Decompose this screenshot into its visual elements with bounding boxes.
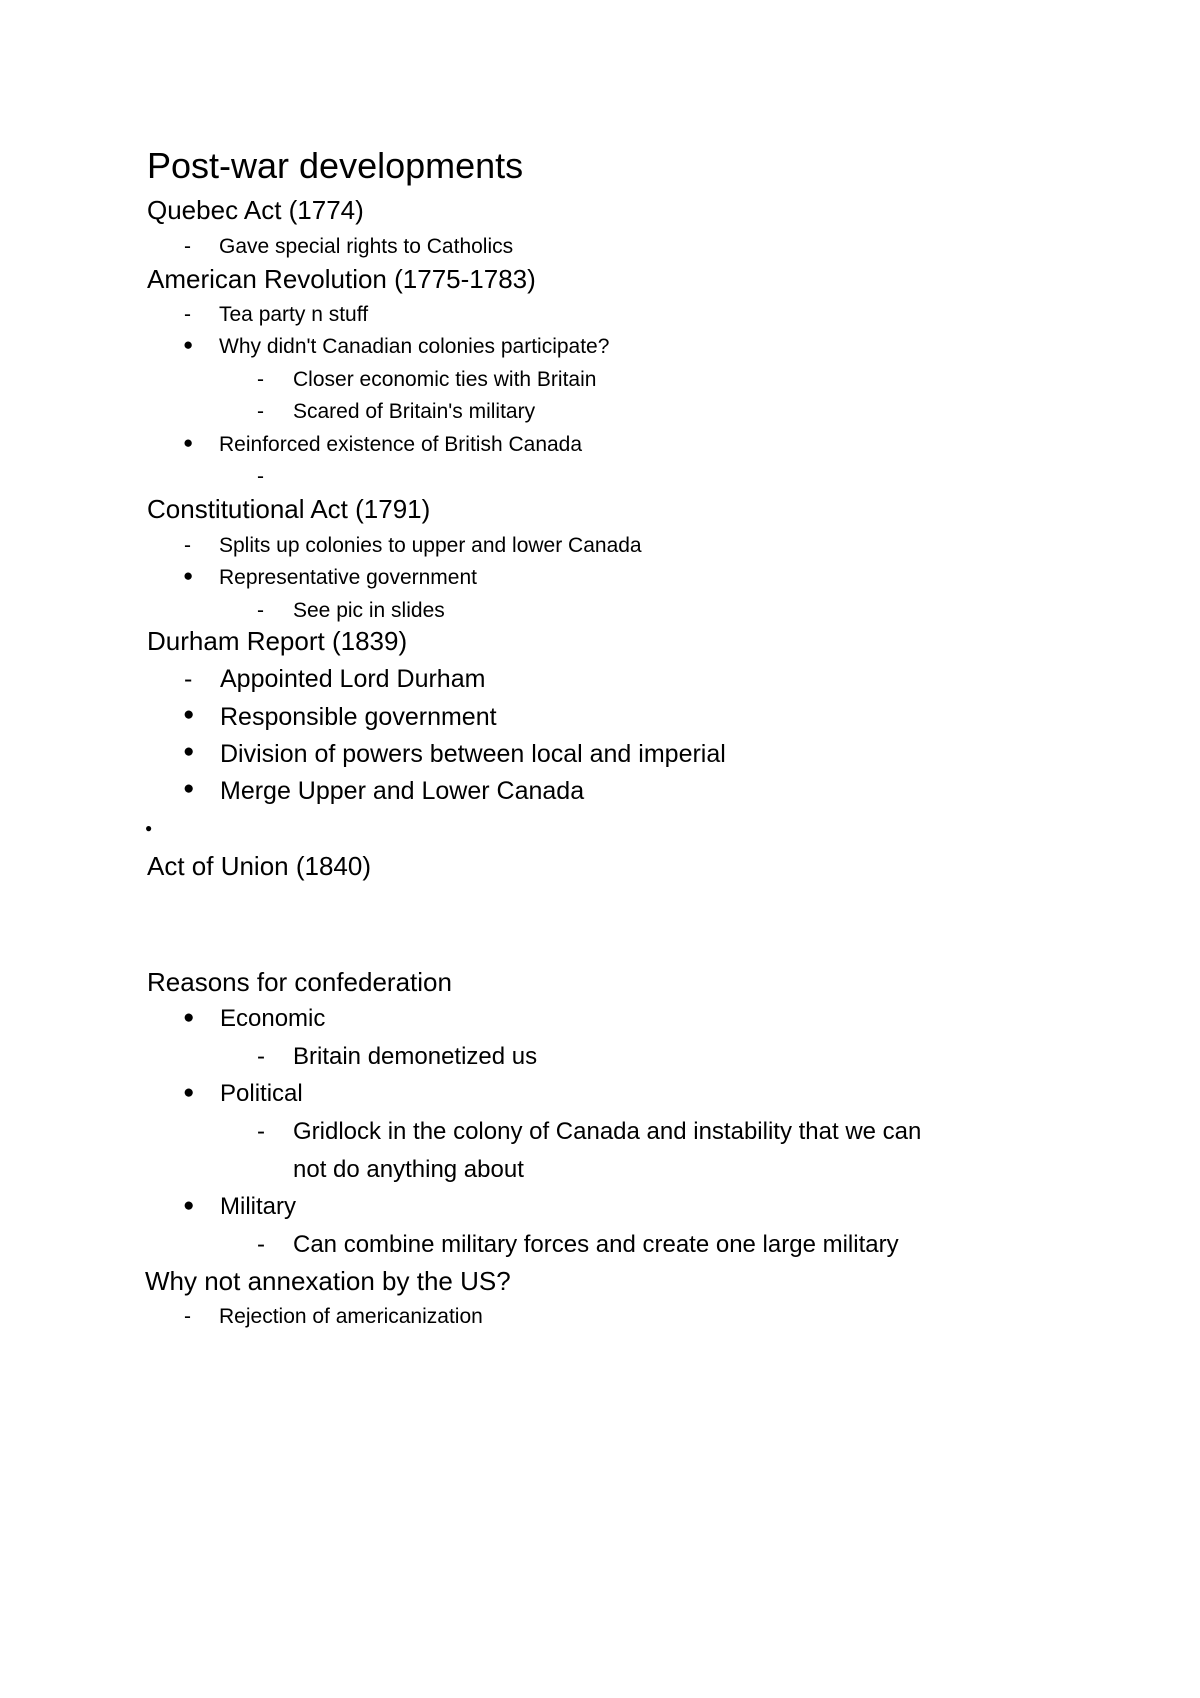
dash-marker: -	[184, 303, 191, 326]
section-heading: Why not annexation by the US?	[145, 1266, 511, 1296]
list-item: Appointed Lord Durham	[220, 665, 486, 693]
list-item: Scared of Britain's military	[293, 400, 536, 423]
list-item: Why didn't Canadian colonies participate?	[219, 335, 610, 358]
list-item: Splits up colonies to upper and lower Canada	[219, 534, 642, 557]
section-heading: American Revolution (1775-1783)	[147, 264, 536, 294]
list-item: Reinforced existence of British Canada	[219, 433, 583, 456]
bullet-marker: ●	[183, 741, 195, 762]
list-item-continuation: not do anything about	[293, 1156, 524, 1183]
section-heading: Constitutional Act (1791)	[147, 494, 431, 524]
dash-marker: -	[184, 235, 191, 258]
list-item: Representative government	[219, 566, 477, 589]
dash-marker: -	[184, 1305, 191, 1328]
bullet-marker: ●	[183, 778, 195, 799]
dash-marker: -	[257, 465, 264, 488]
bullet-marker: ●	[183, 433, 194, 452]
list-item: Gridlock in the colony of Canada and instability that we can	[293, 1118, 922, 1145]
bullet-marker: ●	[183, 704, 195, 725]
dash-marker: -	[257, 1118, 265, 1145]
list-item: Rejection of americanization	[219, 1305, 483, 1328]
dash-marker: -	[257, 400, 264, 423]
bullet-marker: ●	[183, 1082, 195, 1103]
bullet-marker: ●	[183, 335, 194, 354]
dash-marker: -	[184, 665, 193, 693]
page-title: Post-war developments	[147, 145, 524, 186]
list-item: Can combine military forces and create one large military	[293, 1231, 899, 1258]
bullet-marker: ●	[183, 566, 194, 585]
list-item: Closer economic ties with Britain	[293, 368, 597, 391]
list-item: Britain demonetized us	[293, 1043, 538, 1070]
dash-marker: -	[257, 368, 264, 391]
dash-marker: -	[184, 534, 191, 557]
list-item: Merge Upper and Lower Canada	[220, 777, 585, 805]
dash-marker: -	[257, 599, 264, 622]
list-item: See pic in slides	[293, 599, 445, 622]
list-item: Military	[220, 1193, 296, 1220]
list-item: Responsible government	[220, 703, 497, 731]
section-heading: Act of Union (1840)	[147, 851, 372, 881]
list-item: Political	[220, 1080, 303, 1107]
list-item: Economic	[220, 1005, 326, 1032]
list-item: Division of powers between local and imperial	[220, 740, 726, 768]
list-item: Gave special rights to Catholics	[219, 235, 514, 258]
section-heading: Durham Report (1839)	[147, 626, 408, 656]
section-heading: Reasons for confederation	[147, 967, 452, 997]
list-item: Tea party n stuff	[219, 303, 369, 326]
dash-marker: -	[257, 1231, 265, 1258]
bullet-marker: ●	[145, 821, 153, 835]
dash-marker: -	[257, 1043, 265, 1070]
bullet-marker: ●	[183, 1195, 195, 1216]
bullet-marker: ●	[183, 1007, 195, 1028]
section-heading: Quebec Act (1774)	[147, 195, 364, 225]
